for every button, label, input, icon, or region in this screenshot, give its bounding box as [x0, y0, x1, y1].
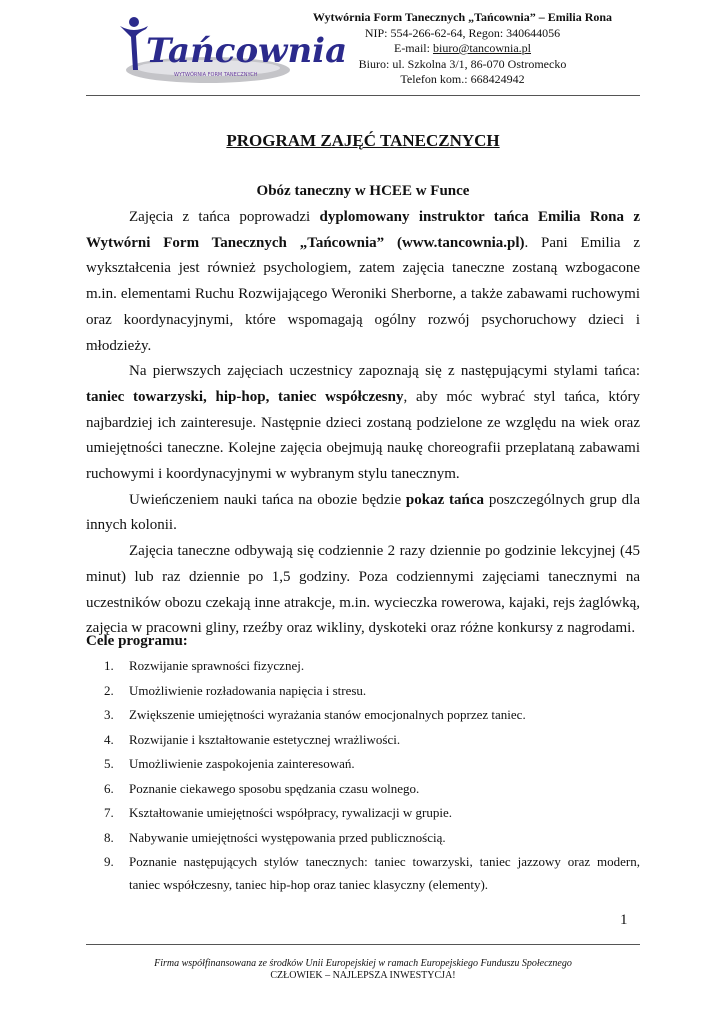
goals-list	[86, 654, 640, 896]
goal-number: 2.	[104, 682, 114, 698]
goal-number: 4.	[104, 731, 114, 747]
goal-item	[86, 801, 640, 826]
goal-text: Umożliwienie zaspokojenia zainteresowań.	[129, 756, 355, 771]
company-logo	[116, 12, 348, 88]
goal-text: Rozwijanie sprawności fizycznej.	[129, 658, 305, 673]
p1-text-c: . Pani Emilia z wykształcenia jest również psychologiem, zatem zajęcia taneczne zostaną wzbogacone m.in. elementami Ruchu Rozwijającego Weroniki Sherborne, a także zabawami ruchowymi oraz koordynacyjnymi, które wspomagają ogólny rozwój psychoruchowy dzieci i młodzieży.	[86, 234, 640, 354]
email-label: E-mail:	[393, 41, 433, 55]
goal-item	[86, 752, 640, 777]
p3-bold: pokaz tańca	[405, 491, 485, 508]
nip-regon: NIP: 554-266-62-64, Regon: 340644056	[364, 25, 561, 40]
p2-text-a: Na pierwszych zajęciach uczestnicy zapoznają się z następującymi stylami tańca:	[129, 363, 640, 380]
p2-text-c: , aby móc wybrać styl tańca, który najbardziej ich zainteresuje. Następnie dzieci zostaną podzielone ze względu na wiek oraz umiejętności taneczne. Kolejne zajęcia obejmują naukę choreografii przeplataną zabawami ruchowymi i koordynacyjnymi w wybranym stylu tanecznym.	[86, 388, 640, 483]
page-number: 1	[620, 912, 628, 928]
paragraph-3	[86, 488, 640, 539]
goal-number: 3.	[104, 707, 114, 722]
email-link[interactable]: biuro@tancownia.pl	[432, 41, 532, 55]
goal-text: Zwiększenie umiejętności wyrażania stanów emocjonalnych poprzez taniec.	[129, 707, 526, 722]
goal-number: 6.	[104, 780, 114, 796]
footer-slogan: CZŁOWIEK – NAJLEPSZA INWESTYCJA!	[270, 970, 456, 981]
goal-item	[86, 777, 640, 802]
goal-text: Umożliwienie rozładowania napięcia i stresu.	[129, 682, 367, 698]
address-line: Biuro: ul. Szkolna 3/1, 86-070 Ostromecko	[358, 56, 567, 71]
goal-number: 1.	[104, 658, 114, 673]
goal-number: 8.	[104, 829, 114, 845]
goal-item	[86, 826, 640, 851]
paragraph-1	[86, 205, 640, 359]
p3-text-a: Uwieńczeniem nauki tańca na obozie będzie	[129, 491, 406, 508]
email-line	[300, 41, 625, 57]
goal-item	[86, 654, 640, 679]
goal-text: Nabywanie umiejętności występowania przed publicznością.	[129, 829, 446, 845]
footer-funding-note: Firma współfinansowana ze środków Unii Europejskiej w ramach Europejskiego Funduszu Społecznego	[154, 958, 572, 969]
page-footer	[86, 958, 640, 982]
p2-bold: taniec towarzyski, hip-hop, taniec współczesny	[86, 388, 404, 405]
p3-text-c: poszczególnych grup dla innych kolonii.	[86, 491, 640, 534]
goal-text: Kształtowanie umiejętności współpracy, rywalizacji w grupie.	[129, 805, 452, 820]
logo-graphic	[116, 12, 348, 88]
logo-tagline: WYTWÓRNIA FORM TANECZNYCH	[174, 72, 258, 78]
goal-text: Rozwijanie i kształtowanie estetycznej wrażliwości.	[129, 731, 401, 747]
paragraph-4: Zajęcia taneczne odbywają się codziennie 2 razy dziennie po godzinie lekcyjnej (45 minut) lub raz dziennie po 1,5 godziny. Poza codziennymi zajęciami tanecznymi na uczestników obozu czekają inne atrakcje, m.in. wycieczka rowerowa, kajaki, rejs żaglówką, zajęcia w pracowni gliny, rzeźby oraz wikliny, dyskoteki oraz różne konkursy z nagrodami.	[86, 543, 640, 637]
goal-number: 5.	[104, 756, 114, 771]
logo-text: Tańcownia	[146, 31, 348, 71]
company-name: Wytwórnia Form Tanecznych „Tańcownia” – Emilia Rona	[312, 10, 613, 24]
p1-text-a: Zajęcia z tańca poprowadzi	[129, 209, 320, 225]
document-subtitle: Obóz taneczny w HCEE w Funce	[256, 183, 470, 199]
goal-number: 9.	[104, 854, 114, 869]
goal-item	[86, 679, 640, 704]
phone-line: Telefon kom.: 668424942	[400, 72, 525, 86]
goal-text: Poznanie ciekawego sposobu spędzania czasu wolnego.	[129, 780, 420, 796]
document-body	[86, 205, 640, 642]
goal-item	[86, 728, 640, 753]
paragraph-2	[86, 359, 640, 488]
goal-number: 7.	[104, 805, 114, 820]
p1-bold: dyplomowany instruktor tańca Emilia Rona z Wytwórni Form Tanecznych „Tańcownia” (www.tancownia.pl)	[86, 209, 640, 251]
header-divider	[86, 95, 640, 96]
document-title: PROGRAM ZAJĘĆ TANECZNYCH	[226, 131, 500, 150]
footer-divider	[86, 944, 640, 945]
goal-item	[86, 703, 640, 728]
company-info	[300, 10, 625, 88]
goal-item	[86, 850, 640, 896]
goals-heading: Cele programu:	[86, 633, 188, 649]
goal-text: Poznanie następujących stylów tanecznych: taniec towarzyski, taniec jazzowy oraz modern, taniec współczesny, taniec hip-hop oraz taniec klasyczny (elementy).	[129, 854, 640, 893]
